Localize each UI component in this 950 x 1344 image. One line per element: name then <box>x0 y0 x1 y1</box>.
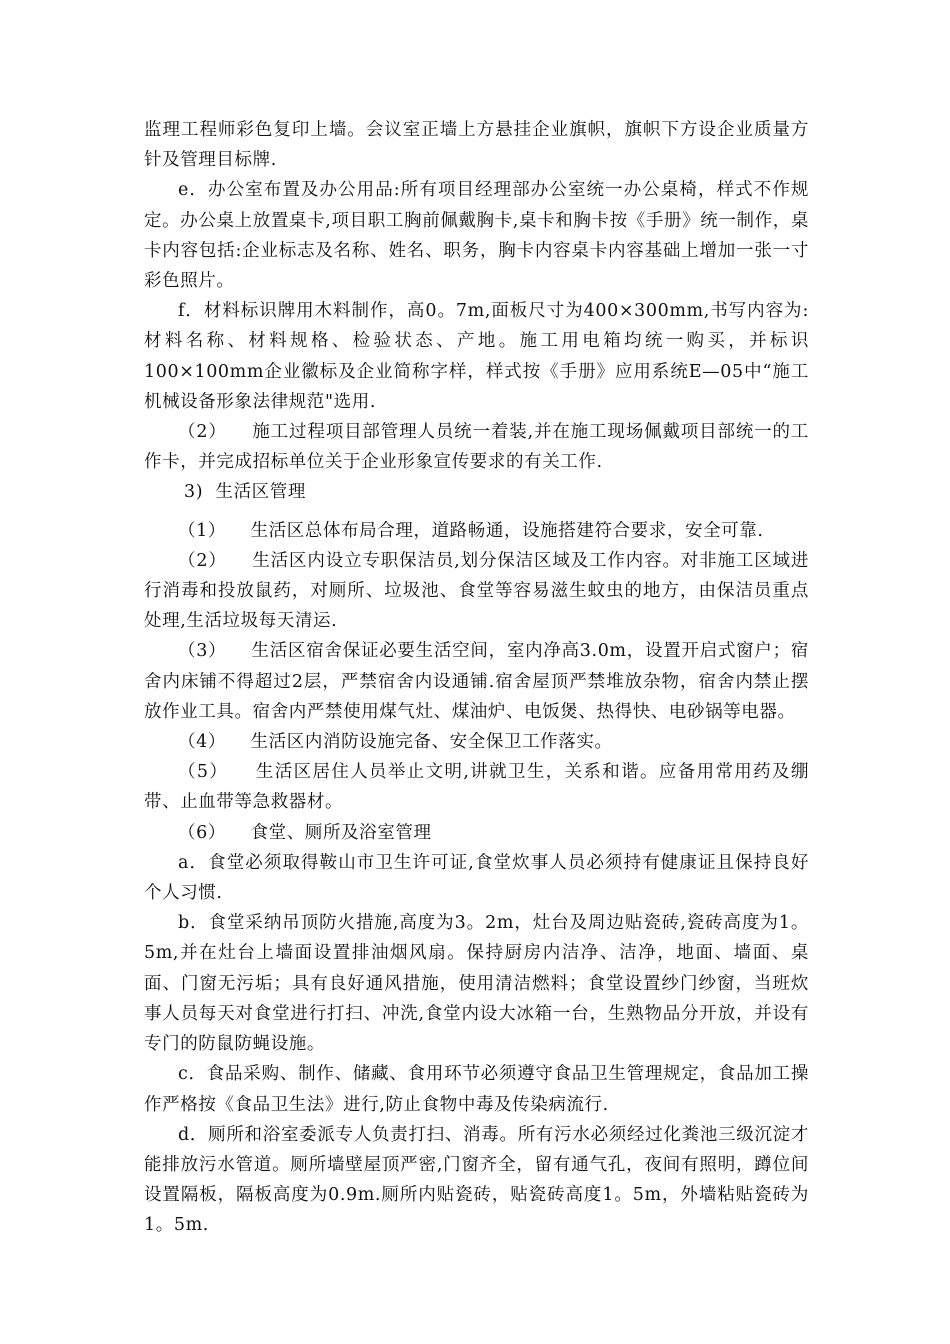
paragraph-living-6: （6） 食堂、厕所及浴室管理 <box>178 822 432 843</box>
paragraph-item-e-office: e．办公室布置及办公用品:所有项目经理部办公室统一办公桌椅，样式不作规定。办公桌上放置桌卡,项目职工胸前佩戴胸卡,桌卡和胸卡按《手册》统一制作，桌卡内容包括:企业标志及名称、姓名、职务，胸卡内容桌卡内容基础上增加一张一寸彩色照片。 <box>144 180 809 292</box>
paragraph-continuation: 监理工程师彩色复印上墙。会议室正墙上方悬挂企业旗帜，旗帜下方设企业质量方针及管理目标牌. <box>144 120 809 171</box>
paragraph-living-5: （5） 生活区居住人员举止文明,讲就卫生，关系和谐。应备用常用药及绷带、止血带等急救器材。 <box>144 762 809 813</box>
paragraph-living-4: （4） 生活区内消防设施完备、安全保卫工作落实。 <box>178 732 613 753</box>
paragraph-canteen-a: a．食堂必须取得鞍山市卫生许可证,食堂炊事人员必须持有健康证且保持良好个人习惯. <box>144 852 809 904</box>
paragraph-item-f-material-signs: f．材料标识牌用木料制作，高0。7m,面板尺寸为400×300mm,书写内容为:材料名称、材料规格、检验状态、产地。施工用电箱均统一购买，并标识100×100mm企业徽标及企业简称字样，样式按《手册》应用系统E—05中“施工机械设备形象法律规范"选用. <box>144 301 809 412</box>
paragraph-canteen-c: c．食品采购、制作、储藏、食用环节必须遵守食品卫生管理规定，食品加工操作严格按《食品卫生法》进行,防止食物中毒及传染病流行. <box>144 1064 809 1115</box>
paragraph-toilet-d: d．厕所和浴室委派专人负责打扫、消毒。所有污水必须经过化粪池三级沉淀才能排放污水管道。厕所墙壁屋顶严密,门窗齐全，留有通气孔，夜间有照明，蹲位间设置隔板，隔板高度为0.9m.厕所内贴瓷砖，贴瓷砖高度1。5m，外墙粘贴瓷砖为1。5m. <box>144 1124 809 1236</box>
paragraph-living-2: （2） 生活区内设立专职保洁员,划分保洁区域及工作内容。对非施工区域进行消毒和投放鼠药，对厕所、垃圾池、食堂等容易滋生蚊虫的地方，由保洁员重点处理,生活垃圾每天清运. <box>144 550 809 632</box>
paragraph-living-3: （3） 生活区宿舍保证必要生活空间，室内净高3.0m，设置开启式窗户；宿舍内床铺不得超过2层，严禁宿舍内设通铺.宿舍屋顶严禁堆放杂物，宿舍内禁止摆放作业工具。宿舍内严禁使用煤气灶、煤油炉、电饭煲、热得快、电砂锅等电器。 <box>144 641 809 722</box>
document-body <box>144 115 809 1241</box>
paragraph-canteen-b: b．食堂采纳吊顶防火措施,高度为3。2m，灶台及周边贴瓷砖,瓷砖高度为1。5m,并在灶台上墙面设置排油烟风扇。保持厨房内洁净、洁净，地面、墙面、桌面、门窗无污垢；具有良好通风措施，使用清洁燃料；食堂设置纱门纱窗，当班炊事人员每天对食堂进行打扫、冲洗,食堂内设大冰箱一台，生熟物品分开放，并设有专门的防鼠防蝇设施。 <box>144 913 809 1055</box>
section-heading-living-area: 3) 生活区管理 <box>184 482 306 503</box>
paragraph-living-1: （1） 生活区总体布局合理，道路畅通，设施搭建符合要求，安全可靠. <box>178 520 764 541</box>
paragraph-item-2-staff-uniform: （2） 施工过程项目部管理人员统一着装,并在施工现场佩戴项目部统一的工作卡，并完成招标单位关于企业形象宣传要求的有关工作. <box>144 422 809 473</box>
